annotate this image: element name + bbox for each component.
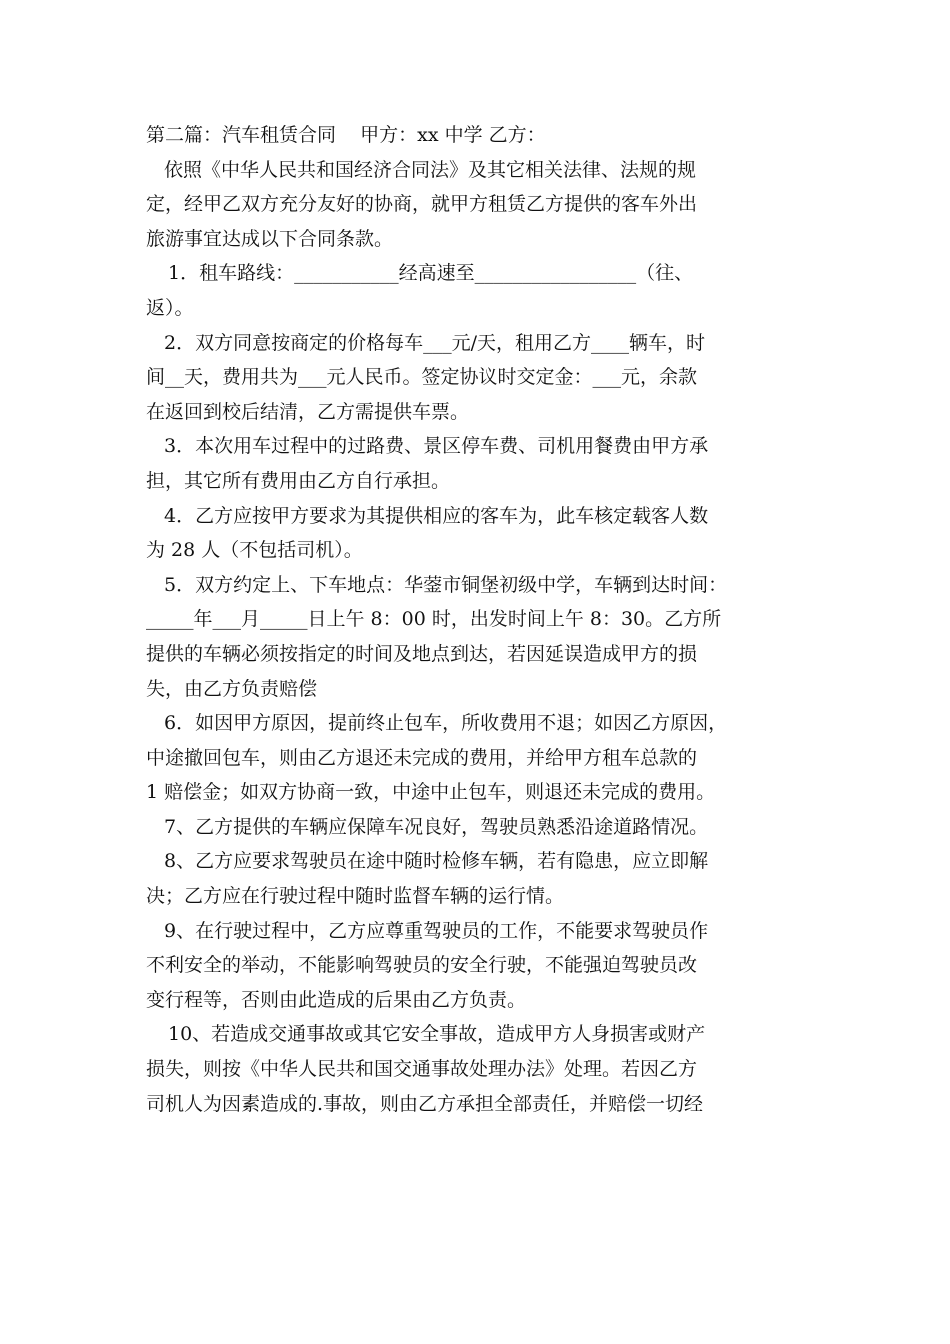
clause-4-line: 4．乙方应按甲方要求为其提供相应的客车为，此车核定载客人数 [164, 504, 709, 527]
clause-3-line: 3．本次用车过程中的过路费、景区停车费、司机用餐费由甲方承 [164, 435, 709, 458]
clause-2-line: 2．双方同意按商定的价格每车___元/天，租用乙方____辆车，时 [164, 331, 705, 354]
clause-2-line: 间__天，费用共为___元人民币。签定协议时交定金：___元，余款 [146, 366, 698, 389]
clause-6-line: 1 赔偿金；如双方协商一致，中途中止包车，则退还未完成的费用。 [146, 781, 716, 804]
clause-5-line: _____年___月_____日上午 8：00 时，出发时间上午 8：30。乙方所 [146, 608, 722, 631]
clause-6-line: 中途撤回包车，则由乙方退还未完成的费用，并给甲方租车总款的 [146, 746, 698, 769]
document-body [146, 118, 810, 1121]
clause-5-line: 提供的车辆必须按指定的时间及地点到达，若因延误造成甲方的损 [146, 642, 698, 665]
clause-9-line: 9、在行驶过程中，乙方应尊重驾驶员的工作，不能要求驾驶员作 [164, 919, 709, 942]
clause-9-line: 变行程等，否则由此造成的后果由乙方负责。 [146, 988, 527, 1011]
clause-10-line: 10、若造成交通事故或其它安全事故，造成甲方人身损害或财产 [168, 1023, 706, 1046]
document-title: 第二篇：汽车租赁合同 甲方：xx 中学 乙方： [146, 124, 546, 146]
clause-4-line: 为 28 人（不包括司机）。 [146, 539, 363, 562]
clause-5-line: 失，由乙方负责赔偿 [146, 677, 318, 700]
clause-1-line: 1．租车路线：___________经高速至_________________（往、 [168, 262, 694, 285]
intro-paragraph-line: 依照《中华人民共和国经济合同法》及其它相关法律、法规的规 [164, 158, 697, 181]
clause-3-line: 担，其它所有费用由乙方自行承担。 [146, 469, 451, 492]
clause-9-line: 不利安全的举动，不能影响驾驶员的安全行驶，不能强迫驾驶员改 [146, 954, 698, 977]
clause-7-line: 7、乙方提供的车辆应保障车况良好，驾驶员熟悉沿途道路情况。 [164, 815, 709, 838]
clause-8-line: 决；乙方应在行驶过程中随时监督车辆的运行情。 [146, 885, 565, 908]
clause-5-line: 5．双方约定上、下车地点：华蓥市铜堡初级中学，车辆到达时间： [164, 573, 728, 596]
clause-6-line: 6．如因甲方原因，提前终止包车，所收费用不退；如因乙方原因， [164, 712, 728, 735]
intro-paragraph-line: 定，经甲乙双方充分友好的协商，就甲方租赁乙方提供的客车外出 [146, 193, 698, 216]
clause-2-line: 在返回到校后结清，乙方需提供车票。 [146, 400, 470, 423]
clause-8-line: 8、乙方应要求驾驶员在途中随时检修车辆，若有隐患，应立即解 [164, 850, 709, 873]
intro-paragraph-line: 旅游事宜达成以下合同条款。 [146, 227, 394, 250]
clause-10-line: 司机人为因素造成的.事故，则由乙方承担全部责任，并赔偿一切经 [146, 1092, 704, 1115]
clause-1-line: 返）。 [146, 296, 194, 319]
clause-10-line: 损失，则按《中华人民共和国交通事故处理办法》处理。若因乙方 [146, 1058, 698, 1081]
